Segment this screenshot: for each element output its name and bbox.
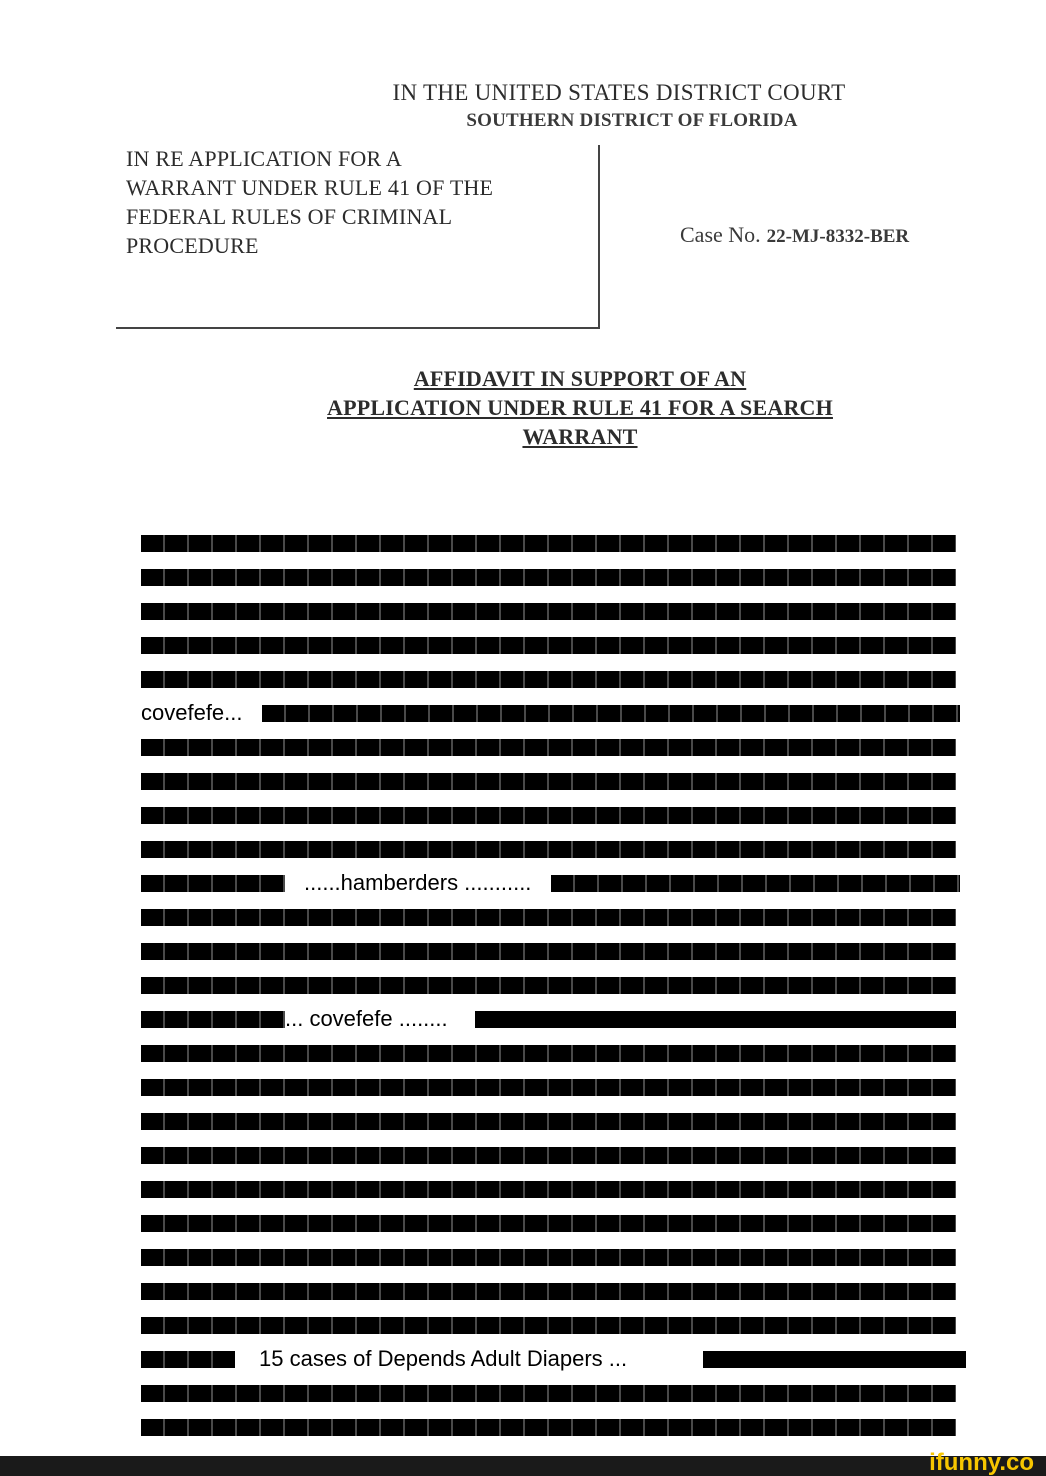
redaction-bar — [141, 739, 956, 756]
caption-line-4: PROCEDURE — [126, 233, 259, 258]
redaction-bar — [141, 1283, 956, 1300]
redaction-bar — [141, 1351, 235, 1368]
case-number-block — [680, 222, 909, 248]
affidavit-title-line-1: AFFIDAVIT IN SUPPORT OF AN — [413, 366, 747, 391]
redaction-bar — [141, 1215, 956, 1232]
redaction-bar — [551, 875, 960, 892]
redaction-bar — [703, 1351, 966, 1368]
ifunny-watermark: ifunny.co — [929, 1449, 1034, 1476]
visible-text-hamberders: ......hamberders ........... — [304, 870, 532, 895]
visible-text-covefefe: covefefe... — [141, 700, 243, 725]
caption-line-3: FEDERAL RULES OF CRIMINAL — [126, 204, 453, 229]
court-district: SOUTHERN DISTRICT OF FLORIDA — [466, 110, 798, 131]
case-number-value: 22-MJ-8332-BER — [766, 226, 910, 247]
redaction-bar — [141, 1079, 956, 1096]
redaction-bar — [141, 1113, 956, 1130]
redaction-bar — [475, 1011, 956, 1028]
redaction-bar — [141, 569, 956, 586]
redaction-bar — [141, 671, 956, 688]
court-title: IN THE UNITED STATES DISTRICT COURT — [392, 80, 846, 105]
redaction-bar — [141, 1045, 956, 1062]
redaction-bar — [141, 1181, 956, 1198]
redaction-bar — [141, 1011, 285, 1028]
redaction-bar — [141, 535, 956, 552]
redaction-bar — [141, 807, 956, 824]
redaction-bar — [141, 1385, 956, 1402]
redaction-bar — [141, 1249, 956, 1266]
redaction-bar — [141, 773, 956, 790]
affidavit-title-line-2: APPLICATION UNDER RULE 41 FOR A SEARCH — [327, 395, 833, 420]
redaction-bar — [141, 841, 956, 858]
visible-text-diapers: 15 cases of Depends Adult Diapers ... — [259, 1346, 628, 1371]
redaction-bar — [141, 875, 285, 892]
redaction-bar — [141, 943, 956, 960]
redaction-bar — [141, 637, 956, 654]
footer-bar — [0, 1456, 1046, 1476]
caption-line-2: WARRANT UNDER RULE 41 OF THE — [126, 175, 494, 200]
redaction-bar — [141, 977, 956, 994]
visible-text-covefefe-2: ... covefefe ........ — [285, 1006, 448, 1031]
affidavit-title-line-3: WARRANT — [522, 424, 638, 449]
redaction-bar — [141, 1147, 956, 1164]
redaction-bar — [141, 909, 956, 926]
case-number-label: Case No. — [680, 222, 761, 247]
redaction-bar — [141, 1419, 956, 1436]
caption-line-1: IN RE APPLICATION FOR A — [126, 146, 402, 171]
redaction-bar — [141, 1317, 956, 1334]
redaction-bar — [141, 603, 956, 620]
redaction-bar — [262, 705, 960, 722]
